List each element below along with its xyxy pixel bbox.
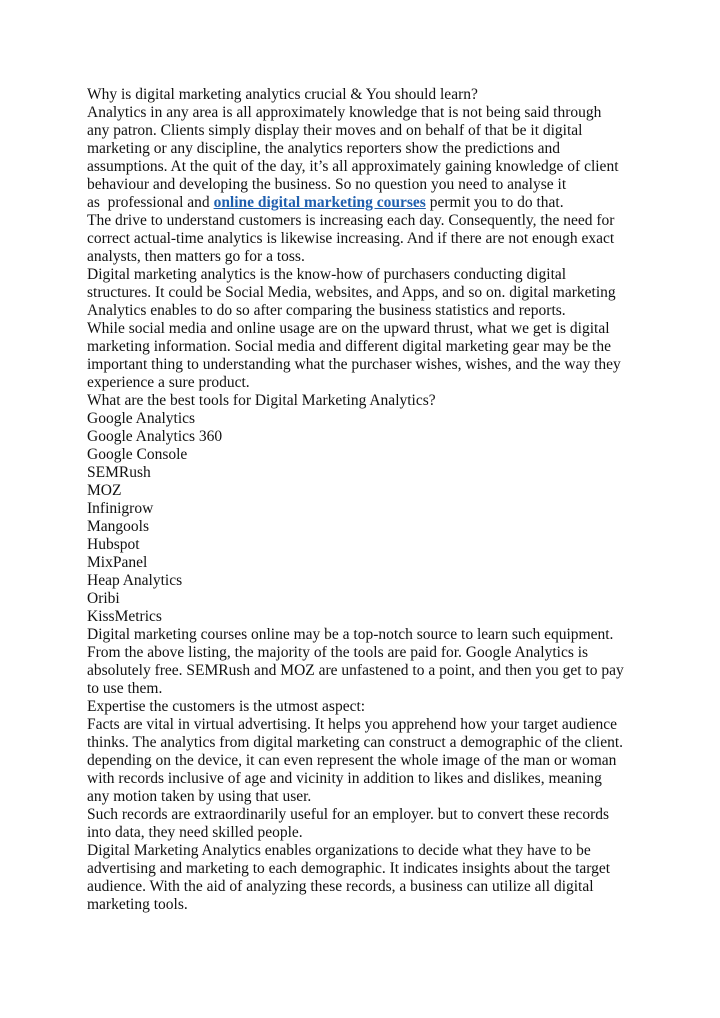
text-line: structures. It could be Social Media, websites, and Apps, and so on. digital marketing [87,284,616,301]
list-item: Google Analytics [87,410,196,427]
paragraph-organizations [87,842,647,914]
text-line: Facts are vital in virtual advertising. It helps you apprehend how your target audience [87,716,617,733]
expertise-heading: Expertise the customers is the utmost aspect: [87,698,366,715]
list-item: Oribi [87,590,120,607]
list-item: Google Console [87,446,188,463]
text-line: thinks. The analytics from digital marketing can construct a demographic of the client. [87,734,624,751]
text-after-link: permit you to do that. [425,194,564,211]
list-item: Infinigrow [87,500,154,517]
text-line-with-link [87,194,647,212]
text-line: correct actual-time analytics is likewise increasing. And if there are not enough exact [87,230,615,247]
text-line: Digital Marketing Analytics enables organizations to decide what they have to be [87,842,591,859]
text-line: Digital marketing courses online may be a top-notch source to learn such equipment. [87,626,614,643]
text-line: audience. With the aid of analyzing these records, a business can utilize all digital [87,878,594,895]
text-line: behaviour and developing the business. So no question you need to analyse it [87,176,567,193]
text-line: While social media and online usage are on the upward thrust, what we get is digital [87,320,610,337]
text-line: depending on the device, it can even represent the whole image of the man or woman [87,752,617,769]
paragraph-social-media [87,320,647,392]
list-item: Hubspot [87,536,140,553]
intro-heading: Why is digital marketing analytics crucial & You should learn? [87,86,478,103]
document-page [87,86,647,914]
text-line: any patron. Clients simply display their moves and on behalf of that be it digital [87,122,583,139]
online-courses-link[interactable]: online digital marketing courses [213,194,426,211]
text-line: to use them. [87,680,163,697]
text-line: important thing to understanding what the purchaser wishes, wishes, and the way they [87,356,621,373]
paragraph-facts [87,716,647,806]
list-item: KissMetrics [87,608,162,625]
list-item: Mangools [87,518,149,535]
text-line: From the above listing, the majority of the tools are paid for. Google Analytics is [87,644,589,661]
tools-heading: What are the best tools for Digital Marketing Analytics? [87,392,436,409]
text-line: marketing or any discipline, the analytics reporters show the predictions and [87,140,561,157]
list-item: MOZ [87,482,122,499]
text-line: The drive to understand customers is increasing each day. Consequently, the need for [87,212,615,229]
list-item: Google Analytics 360 [87,428,223,445]
text-line: marketing information. Social media and different digital marketing gear may be the [87,338,611,355]
tools-list [87,410,647,626]
paragraph-analytics-intro [87,104,647,212]
text-line: Analytics enables to do so after comparing the business statistics and reports. [87,302,566,319]
text-line: any motion taken by using that user. [87,788,312,805]
text-line: experience a sure product. [87,374,250,391]
text-line: with records inclusive of age and vicinity in addition to likes and dislikes, meaning [87,770,602,787]
list-item: SEMRush [87,464,151,481]
text-line: Analytics in any area is all approximately knowledge that is not being said through [87,104,602,121]
paragraph-courses [87,626,647,698]
list-item: Heap Analytics [87,572,183,589]
text-line: into data, they need skilled people. [87,824,303,841]
paragraph-records [87,806,647,842]
text-line: advertising and marketing to each demographic. It indicates insights about the target [87,860,611,877]
paragraph-drive [87,212,647,266]
text-line: Such records are extraordinarily useful for an employer. but to convert these records [87,806,610,823]
list-item: MixPanel [87,554,148,571]
text-line: analysts, then matters go for a toss. [87,248,305,265]
text-line: Digital marketing analytics is the know-how of purchasers conducting digital [87,266,567,283]
text-line: absolutely free. SEMRush and MOZ are unfastened to a point, and then you get to pay [87,662,624,679]
text-before-link: as professional and [87,194,214,211]
text-line: assumptions. At the quit of the day, it’s all approximately gaining knowledge of client [87,158,619,175]
paragraph-definition [87,266,647,320]
text-line: marketing tools. [87,896,188,913]
